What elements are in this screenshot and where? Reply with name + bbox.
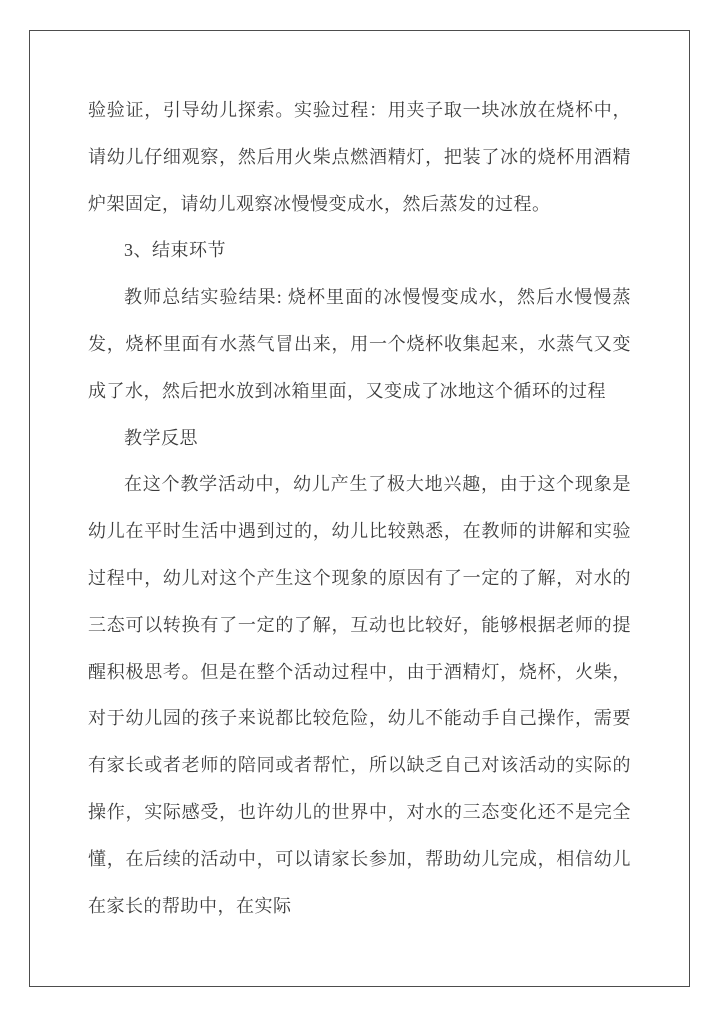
paragraph: 教学反思: [124, 427, 198, 448]
paragraph: 3、结束环节: [124, 240, 226, 261]
paragraph: 教师总结实验结果: 烧杯里面的冰慢慢变成水，然后水慢慢蒸发，烧杯里面有水蒸气冒出来，用一个烧杯收集起来，水蒸气又变成了水，然后把水放到冰箱里面，又变成了冰地这个循环的过程: [88, 287, 631, 401]
paragraph: 在这个教学活动中，幼儿产生了极大地兴趣，由于这个现象是幼儿在平时生活中遇到过的，幼儿比较熟悉，在教师的讲解和实验过程中，幼儿对这个产生这个现象的原因有了一定的了解，对水的三态可以转换有了一定的了解，互动也比较好，能够根据老师的提醒积极思考。但是在整个活动过程中，由于酒精灯，烧杯，火柴，对于幼儿园的孩子来说都比较危险，幼儿不能动手自己操作，需要有家长或者老师的陪同或者帮忙，所以缺乏自己对该活动的实际的操作，实际感受，也许幼儿的世界中，对水的三态变化还不是完全懂，在后续的活动中，可以请家长参加，帮助幼儿完成，相信幼儿在家长的帮助中，在实际: [88, 474, 631, 916]
document-content: [30, 31, 689, 986]
paragraph: 验验证，引导幼儿探索。实验过程：用夹子取一块冰放在烧杯中，请幼儿仔细观察，然后用火柴点燃酒精灯，把装了冰的烧杯用酒精炉架固定，请幼儿观察冰慢慢变成水，然后蒸发的过程。: [88, 100, 631, 214]
page-border: [29, 30, 690, 987]
